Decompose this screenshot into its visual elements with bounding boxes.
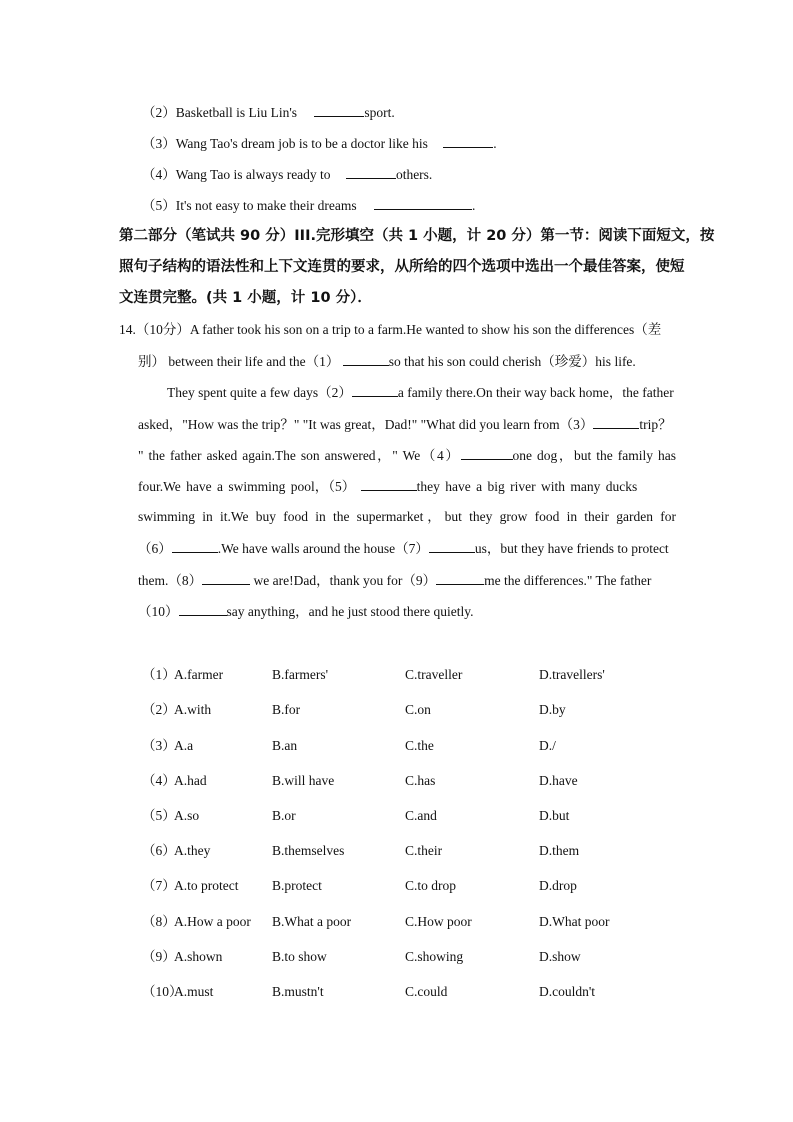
option-a[interactable]: A.shown [174, 949, 223, 964]
option-row [142, 876, 622, 896]
item-number: （2） [142, 105, 176, 120]
answer-blank[interactable] [314, 102, 364, 117]
fill-item [142, 133, 497, 154]
passage-line [138, 601, 676, 622]
question-header [119, 320, 676, 340]
passage-text: （6） [138, 541, 172, 556]
option-b[interactable]: B.for [272, 702, 301, 717]
fill-item [142, 195, 475, 216]
option-c[interactable]: C.How poor [405, 914, 472, 929]
answer-blank[interactable] [429, 538, 475, 553]
passage-line [138, 538, 676, 559]
passage-text: me the differences." The father [484, 573, 652, 588]
passage-text: them.（8） [138, 573, 203, 588]
item-text: Wang Tao's dream job is to be a doctor like his [175, 136, 428, 151]
option-a[interactable]: A.with [174, 702, 212, 717]
option-row [142, 806, 622, 826]
passage-line [138, 351, 676, 372]
option-a[interactable]: A.they [174, 843, 211, 858]
answer-blank[interactable] [374, 195, 472, 210]
passage-text: （10） [138, 604, 179, 619]
section-heading-line: 第二部分（笔试共 90 分）III.完形填空（共 1 小题，计 20 分）第一节：阅读下面短文，按 [119, 228, 715, 244]
option-d[interactable]: D.What poor [539, 914, 610, 929]
option-number: （8） [142, 914, 176, 929]
option-row [142, 841, 622, 861]
option-c[interactable]: C.showing [405, 949, 464, 964]
item-text-end: others. [395, 167, 433, 182]
option-c[interactable]: C.to drop [405, 878, 457, 893]
answer-blank[interactable] [343, 351, 389, 366]
passage-text: " the father asked again.The son answered，" We（4） [138, 448, 461, 463]
answer-blank[interactable] [361, 476, 417, 491]
option-b[interactable]: B.mustn't [272, 984, 324, 999]
section-heading [119, 221, 715, 314]
passage-line [138, 476, 676, 497]
option-number: （9） [142, 949, 176, 964]
passage-text: asked，"How was the trip？" "It was great，Dad!" "What did you learn from（3） [138, 417, 594, 432]
option-row [142, 912, 622, 932]
passage-text: one dog，but the family has [512, 448, 676, 463]
option-d[interactable]: D.travellers' [539, 667, 605, 682]
answer-blank[interactable] [461, 445, 513, 460]
item-text-end: sport. [364, 105, 395, 120]
option-number: （5） [142, 808, 176, 823]
option-a[interactable]: A.farmer [174, 667, 224, 682]
passage-text: a family there.On their way back home，the father [397, 385, 674, 400]
option-row [142, 982, 622, 1002]
option-d[interactable]: D.drop [539, 878, 577, 893]
answer-blank[interactable] [352, 382, 398, 397]
item-text: Basketball is Liu Lin's [175, 105, 298, 120]
passage-text: 14.（10分）A father took his son on a trip to a farm.He wanted to show his son the differences（差 [119, 322, 662, 337]
option-c[interactable]: C.traveller [405, 667, 463, 682]
passage-text: They spent quite a few days（2） [167, 385, 352, 400]
passage-line [138, 507, 676, 527]
option-number: （10） [142, 984, 183, 999]
option-row [142, 771, 622, 791]
option-c[interactable]: C.and [405, 808, 437, 823]
option-row [142, 947, 622, 967]
option-c[interactable]: C.has [405, 773, 436, 788]
option-number: （1） [142, 667, 176, 682]
passage-text: they have a big river with many ducks [416, 479, 638, 494]
option-b[interactable]: B.What a poor [272, 914, 352, 929]
option-d[interactable]: D.by [539, 702, 566, 717]
option-c[interactable]: C.the [405, 738, 434, 753]
item-number: （4） [142, 167, 176, 182]
option-b[interactable]: B.or [272, 808, 296, 823]
option-number: （2） [142, 702, 176, 717]
answer-blank[interactable] [593, 414, 639, 429]
passage-text: so that his son could cherish（珍爱）his life. [388, 354, 636, 369]
passage-text: we are!Dad，thank you for（9） [253, 573, 437, 588]
option-a[interactable]: A.a [174, 738, 194, 753]
option-d[interactable]: D.them [539, 843, 580, 858]
answer-blank[interactable] [443, 133, 493, 148]
fill-item [142, 102, 395, 123]
answer-blank[interactable] [202, 570, 250, 585]
answer-blank[interactable] [436, 570, 484, 585]
option-row [142, 665, 622, 685]
answer-blank[interactable] [346, 164, 396, 179]
answer-blank[interactable] [172, 538, 218, 553]
option-a[interactable]: A.to protect [174, 878, 239, 893]
option-b[interactable]: B.will have [272, 773, 335, 788]
option-number: （3） [142, 738, 176, 753]
fill-item [142, 164, 432, 185]
passage-text: 别） between their life and the（1） [138, 354, 340, 369]
answer-blank[interactable] [179, 601, 227, 616]
option-c[interactable]: C.on [405, 702, 431, 717]
option-d[interactable]: D.couldn't [539, 984, 596, 999]
item-text: It's not easy to make their dreams [175, 198, 357, 213]
option-b[interactable]: B.farmers' [272, 667, 329, 682]
passage-text: trip？ [639, 417, 672, 432]
item-text-end: . [493, 136, 497, 151]
option-d[interactable]: D.show [539, 949, 581, 964]
option-number: （6） [142, 843, 176, 858]
passage-line [138, 414, 676, 435]
option-row [142, 700, 622, 720]
option-b[interactable]: B.to show [272, 949, 327, 964]
item-number: （5） [142, 198, 176, 213]
option-a[interactable]: A.so [174, 808, 200, 823]
option-row [142, 736, 622, 756]
passage-text: four.We have a swimming pool，（5） [138, 479, 356, 494]
option-a[interactable]: A.How a poor [174, 914, 251, 929]
item-text-end: . [472, 198, 476, 213]
option-b[interactable]: B.an [272, 738, 298, 753]
option-a[interactable]: A.must [174, 984, 214, 999]
option-a[interactable]: A.had [174, 773, 207, 788]
option-c[interactable]: C.their [405, 843, 443, 858]
item-text: Wang Tao is always ready to [175, 167, 331, 182]
passage-text: us，but they have friends to protect [474, 541, 669, 556]
passage-text: say anything，and he just stood there quietly. [226, 604, 474, 619]
section-heading-line: 文连贯完整。(共 1 小题，计 10 分）． [119, 290, 372, 306]
option-number: （4） [142, 773, 176, 788]
option-d[interactable]: D.have [539, 773, 578, 788]
option-number: （7） [142, 878, 176, 893]
passage-text: .We have walls around the house（7） [217, 541, 429, 556]
passage-line [167, 382, 676, 403]
passage-line [138, 445, 676, 466]
option-b[interactable]: B.protect [272, 878, 322, 893]
option-c[interactable]: C.could [405, 984, 448, 999]
item-number: （3） [142, 136, 176, 151]
passage-text: swimming in it.We buy food in the supermarket，but they grow food in their garden for [138, 509, 676, 524]
section-heading-line: 照句子结构的语法性和上下文连贯的要求，从所给的四个选项中选出一个最佳答案，使短 [119, 259, 685, 275]
option-b[interactable]: B.themselves [272, 843, 345, 858]
option-d[interactable]: D.but [539, 808, 570, 823]
option-d[interactable]: D./ [539, 738, 556, 753]
passage-line [138, 570, 676, 591]
